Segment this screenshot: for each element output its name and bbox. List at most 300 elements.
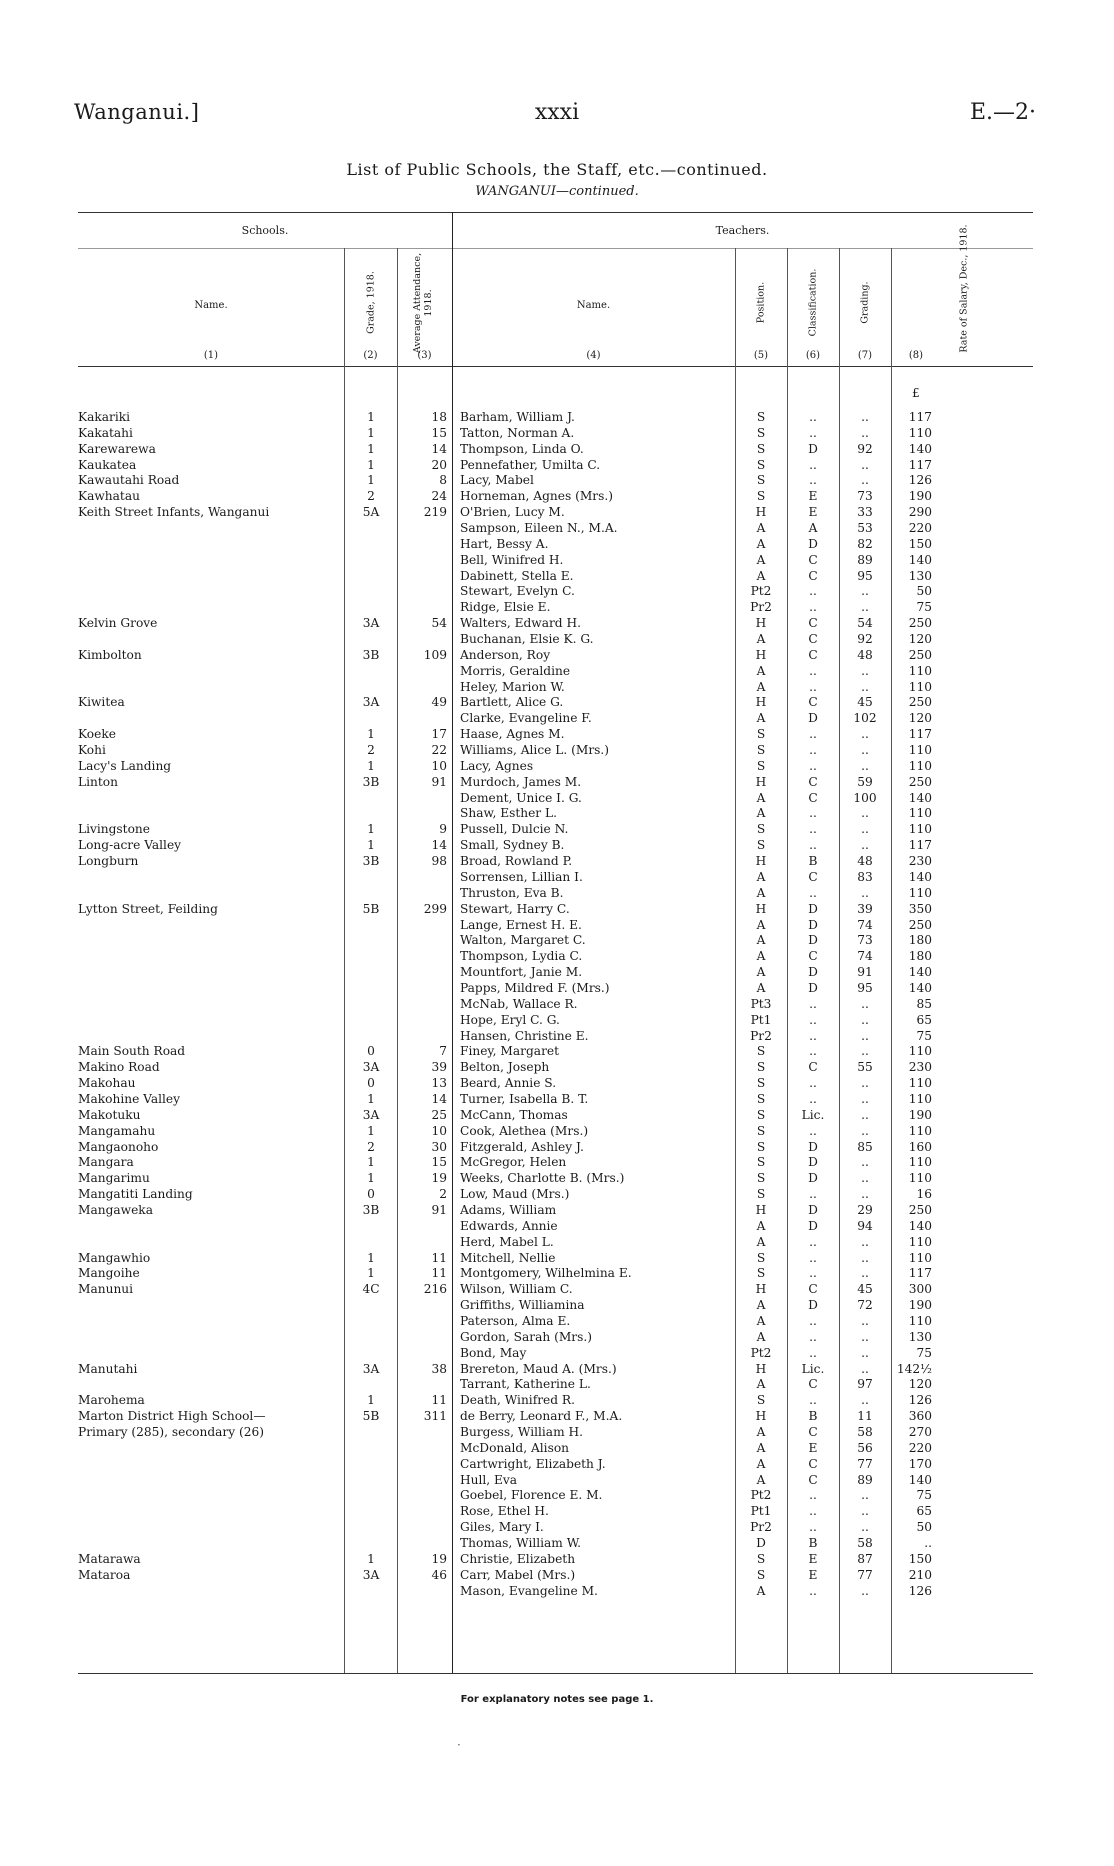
teacher-name: Tatton, Norman A. bbox=[460, 425, 575, 440]
teacher-position: S bbox=[756, 822, 766, 837]
teacher-salary: 16 bbox=[916, 1187, 932, 1202]
teacher-name: Pussell, Dulcie N. bbox=[460, 822, 569, 837]
teacher-position: S bbox=[756, 441, 766, 456]
teacher-classification: .. bbox=[809, 1012, 817, 1027]
school-attendance: 49 bbox=[431, 695, 447, 710]
teacher-grading: .. bbox=[861, 1488, 869, 1503]
table-row bbox=[0, 1060, 1114, 1076]
teacher-position: S bbox=[756, 473, 766, 488]
teacher-position: S bbox=[756, 489, 766, 504]
teacher-classification: .. bbox=[809, 1504, 817, 1519]
teacher-name: Lange, Ernest H. E. bbox=[460, 917, 582, 932]
school-attendance: 30 bbox=[431, 1139, 447, 1154]
teacher-classification: E bbox=[808, 489, 818, 504]
teacher-salary: 140 bbox=[908, 980, 932, 995]
col-position: Position. bbox=[755, 281, 767, 324]
table-row bbox=[0, 1520, 1114, 1536]
school-grade: 3A bbox=[362, 1361, 380, 1376]
col-number: (2) bbox=[363, 350, 378, 361]
teacher-name: Sampson, Eileen N., M.A. bbox=[460, 521, 618, 536]
teacher-salary: 110 bbox=[908, 1313, 932, 1328]
teacher-name: Carr, Mabel (Mrs.) bbox=[460, 1567, 576, 1582]
teacher-salary: 150 bbox=[908, 536, 932, 551]
teacher-classification: C bbox=[808, 869, 818, 884]
teacher-position: S bbox=[756, 1123, 766, 1138]
teacher-salary: 110 bbox=[908, 1250, 932, 1265]
school-attendance: 11 bbox=[431, 1250, 447, 1265]
teacher-classification: .. bbox=[809, 806, 817, 821]
teacher-classification: .. bbox=[809, 758, 817, 773]
teacher-classification: .. bbox=[809, 1187, 817, 1202]
table-row bbox=[0, 1584, 1114, 1600]
school-attendance: 2 bbox=[439, 1187, 447, 1202]
col-number: (3) bbox=[417, 350, 432, 361]
teacher-classification: .. bbox=[809, 473, 817, 488]
table-row bbox=[0, 1488, 1114, 1504]
teacher-salary: 250 bbox=[908, 1202, 932, 1217]
school-attendance: 20 bbox=[431, 457, 447, 472]
rule-top bbox=[78, 212, 1033, 213]
teacher-grading: .. bbox=[861, 743, 869, 758]
table-row bbox=[0, 1377, 1114, 1393]
school-grade: 3A bbox=[362, 1567, 380, 1582]
teacher-salary: 75 bbox=[916, 1345, 932, 1360]
table-row bbox=[0, 1504, 1114, 1520]
teacher-position: A bbox=[756, 1218, 766, 1233]
teacher-position: A bbox=[756, 1425, 766, 1439]
col-number: (7) bbox=[857, 350, 873, 361]
table-row bbox=[0, 759, 1114, 775]
teacher-position: S bbox=[756, 1076, 766, 1091]
table-row bbox=[0, 1473, 1114, 1489]
teacher-salary: 50 bbox=[916, 584, 932, 599]
teacher-position: S bbox=[756, 1551, 766, 1566]
table-row bbox=[0, 600, 1114, 616]
teacher-classification: D bbox=[808, 965, 818, 980]
teacher-salary: 117 bbox=[908, 410, 932, 424]
school-name: Kaukatea bbox=[78, 457, 137, 472]
teacher-salary: 160 bbox=[908, 1139, 932, 1154]
school-name: Livingstone bbox=[78, 822, 150, 837]
table-subtitle: WANGANUI—continued. bbox=[475, 184, 639, 199]
teacher-salary: 250 bbox=[908, 647, 932, 662]
school-name: Marohema bbox=[78, 1393, 145, 1408]
school-grade: 1 bbox=[367, 1091, 375, 1106]
school-grade: 1 bbox=[367, 1393, 375, 1408]
teacher-salary: 110 bbox=[908, 822, 932, 837]
col-number: (4) bbox=[586, 350, 601, 361]
school-name: Kelvin Grove bbox=[78, 616, 158, 631]
teacher-position: S bbox=[756, 1266, 766, 1281]
teacher-grading: 83 bbox=[857, 869, 873, 884]
teacher-classification: E bbox=[808, 1551, 818, 1566]
teacher-position: S bbox=[756, 743, 766, 758]
school-name: Primary (285), secondary (26) bbox=[78, 1425, 265, 1439]
teacher-position: S bbox=[756, 457, 766, 472]
school-grade: 5A bbox=[362, 505, 380, 520]
teacher-salary: 250 bbox=[908, 917, 932, 932]
teacher-salary: 110 bbox=[908, 663, 932, 678]
col-number: (8) bbox=[908, 350, 924, 361]
school-name: Longburn bbox=[78, 854, 139, 869]
table-title: List of Public Schools, the Staff, etc.—continued. bbox=[346, 160, 768, 179]
teacher-grading: 11 bbox=[857, 1409, 873, 1424]
school-name: Manutahi bbox=[78, 1361, 138, 1376]
teacher-grading: .. bbox=[861, 1520, 869, 1535]
teacher-position: A bbox=[756, 1298, 766, 1313]
teacher-classification: C bbox=[808, 568, 818, 583]
teacher-position: H bbox=[755, 854, 767, 869]
page-number: xxxi bbox=[534, 100, 580, 125]
teacher-classification: E bbox=[808, 1440, 818, 1455]
teacher-position: A bbox=[756, 1329, 766, 1344]
teacher-name: Tarrant, Katherine L. bbox=[460, 1377, 591, 1392]
school-grade: 3A bbox=[362, 616, 380, 631]
teacher-name: Low, Maud (Mrs.) bbox=[460, 1187, 570, 1202]
teacher-classification: C bbox=[808, 1377, 818, 1392]
school-attendance: 91 bbox=[431, 774, 447, 789]
table-row bbox=[0, 1235, 1114, 1251]
teacher-classification: C bbox=[808, 774, 818, 789]
teacher-classification: .. bbox=[809, 1123, 817, 1138]
teacher-salary: 220 bbox=[908, 521, 932, 536]
teacher-position: A bbox=[756, 917, 766, 932]
teacher-classification: .. bbox=[809, 1266, 817, 1281]
teacher-salary: 250 bbox=[908, 695, 932, 710]
school-grade: 1 bbox=[367, 1250, 375, 1265]
school-grade: 0 bbox=[367, 1076, 375, 1091]
teacher-position: S bbox=[756, 425, 766, 440]
teacher-position: A bbox=[756, 949, 766, 964]
teacher-classification: Lic. bbox=[801, 1361, 825, 1376]
teacher-classification: .. bbox=[809, 410, 817, 424]
teacher-name: Stewart, Evelyn C. bbox=[460, 584, 575, 599]
table-row bbox=[0, 1124, 1114, 1140]
teacher-salary: 170 bbox=[908, 1456, 932, 1471]
teacher-classification: D bbox=[808, 1171, 818, 1186]
table-row bbox=[0, 854, 1114, 870]
col-number: (6) bbox=[805, 350, 821, 361]
col-grade: Grade, 1918. bbox=[365, 271, 377, 334]
teacher-name: McGregor, Helen bbox=[460, 1155, 567, 1170]
teacher-position: S bbox=[756, 727, 766, 742]
teacher-classification: .. bbox=[809, 838, 817, 853]
teacher-position: H bbox=[755, 647, 767, 662]
teacher-classification: C bbox=[808, 695, 818, 710]
teacher-position: S bbox=[756, 1107, 766, 1122]
teacher-salary: 300 bbox=[908, 1282, 932, 1297]
teacher-grading: 85 bbox=[857, 1139, 873, 1154]
col-salary: Rate of Salary, Dec., 1918. bbox=[958, 224, 970, 353]
teacher-grading: .. bbox=[861, 727, 869, 742]
teacher-position: A bbox=[756, 869, 766, 884]
teacher-name: Small, Sydney B. bbox=[460, 838, 565, 853]
teacher-grading: .. bbox=[861, 1028, 869, 1043]
teacher-name: Dement, Unice I. G. bbox=[460, 790, 582, 805]
teacher-salary: 110 bbox=[908, 1171, 932, 1186]
teacher-salary: 110 bbox=[908, 806, 932, 821]
teacher-name: Papps, Mildred F. (Mrs.) bbox=[460, 980, 610, 995]
teacher-classification: .. bbox=[809, 425, 817, 440]
school-grade: 3A bbox=[362, 1107, 380, 1122]
teacher-name: Griffiths, Williamina bbox=[460, 1298, 585, 1313]
school-grade: 1 bbox=[367, 1123, 375, 1138]
teacher-grading: .. bbox=[861, 1091, 869, 1106]
school-grade: 1 bbox=[367, 410, 375, 424]
teacher-grading: .. bbox=[861, 1329, 869, 1344]
school-grade: 1 bbox=[367, 441, 375, 456]
teacher-grading: 33 bbox=[857, 505, 873, 520]
school-attendance: 15 bbox=[431, 1155, 447, 1170]
school-grade: 1 bbox=[367, 1171, 375, 1186]
teacher-salary: 120 bbox=[908, 711, 932, 726]
teacher-salary: 140 bbox=[908, 441, 932, 456]
teacher-position: Pr2 bbox=[750, 1520, 772, 1535]
teacher-position: H bbox=[755, 1361, 767, 1376]
school-attendance: 98 bbox=[431, 854, 447, 869]
table-row bbox=[0, 648, 1114, 664]
teacher-classification: C bbox=[808, 647, 818, 662]
teacher-position: A bbox=[756, 790, 766, 805]
teacher-classification: .. bbox=[809, 1250, 817, 1265]
table-row bbox=[0, 1362, 1114, 1378]
teacher-grading: 29 bbox=[857, 1202, 873, 1217]
teacher-grading: 77 bbox=[857, 1567, 873, 1582]
school-name: Mangaweka bbox=[78, 1202, 153, 1217]
school-attendance: 311 bbox=[423, 1409, 447, 1424]
teacher-salary: 50 bbox=[916, 1520, 932, 1535]
teacher-name: Belton, Joseph bbox=[460, 1060, 550, 1075]
table-row bbox=[0, 1393, 1114, 1409]
teacher-name: Death, Winifred R. bbox=[460, 1393, 575, 1408]
teacher-grading: 74 bbox=[857, 949, 873, 964]
teacher-classification: .. bbox=[809, 822, 817, 837]
school-attendance: 54 bbox=[431, 616, 447, 631]
teacher-salary: 110 bbox=[908, 1234, 932, 1249]
school-name: Linton bbox=[78, 774, 118, 789]
school-name: Mangamahu bbox=[78, 1123, 156, 1138]
table-row bbox=[0, 695, 1114, 711]
teacher-grading: .. bbox=[861, 1123, 869, 1138]
teacher-grading: .. bbox=[861, 996, 869, 1011]
running-head-left: Wanganui.] bbox=[74, 100, 200, 124]
school-name: Mangawhio bbox=[78, 1250, 151, 1265]
school-attendance: 299 bbox=[423, 901, 447, 916]
teacher-grading: 72 bbox=[857, 1298, 873, 1313]
school-grade: 3B bbox=[362, 774, 380, 789]
teacher-position: H bbox=[755, 1409, 767, 1424]
teacher-grading: .. bbox=[861, 838, 869, 853]
table-row bbox=[0, 1552, 1114, 1568]
school-attendance: 13 bbox=[431, 1076, 447, 1091]
teacher-classification: .. bbox=[809, 600, 817, 615]
school-name: Koeke bbox=[78, 727, 116, 742]
teacher-grading: 95 bbox=[857, 980, 873, 995]
teacher-salary: 65 bbox=[916, 1504, 932, 1519]
teacher-grading: .. bbox=[861, 1044, 869, 1059]
teacher-salary: 140 bbox=[908, 552, 932, 567]
teacher-grading: 94 bbox=[857, 1218, 873, 1233]
table-row bbox=[0, 1203, 1114, 1219]
school-grade: 3A bbox=[362, 1060, 380, 1075]
teacher-classification: .. bbox=[809, 727, 817, 742]
teacher-salary: 75 bbox=[916, 1028, 932, 1043]
teacher-grading: .. bbox=[861, 1171, 869, 1186]
teacher-salary: .. bbox=[924, 1536, 932, 1551]
teacher-classification: A bbox=[808, 521, 818, 536]
teacher-grading: .. bbox=[861, 1393, 869, 1408]
teacher-classification: C bbox=[808, 632, 818, 647]
teacher-name: Wilson, William C. bbox=[460, 1282, 573, 1297]
teacher-classification: C bbox=[808, 949, 818, 964]
teacher-salary: 220 bbox=[908, 1440, 932, 1455]
table-row bbox=[0, 442, 1114, 458]
teacher-classification: D bbox=[808, 441, 818, 456]
teacher-grading: 82 bbox=[857, 536, 873, 551]
teacher-classification: .. bbox=[809, 1028, 817, 1043]
school-attendance: 10 bbox=[431, 758, 447, 773]
school-name: Mangarimu bbox=[78, 1171, 150, 1186]
table-row bbox=[0, 1044, 1114, 1060]
teacher-name: Christie, Elizabeth bbox=[460, 1551, 576, 1566]
teacher-position: A bbox=[756, 1583, 766, 1598]
teacher-position: Pt2 bbox=[750, 1345, 772, 1360]
table-row bbox=[0, 949, 1114, 965]
teacher-salary: 110 bbox=[908, 743, 932, 758]
teacher-name: Barham, William J. bbox=[460, 410, 575, 424]
table-row bbox=[0, 775, 1114, 791]
table-row bbox=[0, 1441, 1114, 1457]
school-attendance: 22 bbox=[431, 743, 447, 758]
table-row bbox=[0, 458, 1114, 474]
table-row bbox=[0, 616, 1114, 632]
school-name: Marton District High School— bbox=[78, 1409, 266, 1424]
table-row bbox=[0, 981, 1114, 997]
teacher-salary: 110 bbox=[908, 1076, 932, 1091]
teacher-grading: .. bbox=[861, 410, 869, 424]
teacher-grading: 89 bbox=[857, 552, 873, 567]
table-row bbox=[0, 537, 1114, 553]
school-attendance: 38 bbox=[431, 1361, 447, 1376]
teacher-grading: .. bbox=[861, 473, 869, 488]
teacher-grading: 77 bbox=[857, 1456, 873, 1471]
teacher-salary: 126 bbox=[908, 1393, 932, 1408]
table-row bbox=[0, 505, 1114, 521]
teacher-classification: .. bbox=[809, 1583, 817, 1598]
school-name: Karewarewa bbox=[78, 441, 156, 456]
table-row bbox=[0, 1409, 1114, 1425]
teacher-grading: 45 bbox=[857, 695, 873, 710]
school-name: Kawhatau bbox=[78, 489, 140, 504]
table-row bbox=[0, 743, 1114, 759]
teacher-name: Giles, Mary I. bbox=[460, 1520, 544, 1535]
teacher-name: Goebel, Florence E. M. bbox=[460, 1488, 603, 1503]
teacher-salary: 110 bbox=[908, 1091, 932, 1106]
school-grade: 3B bbox=[362, 854, 380, 869]
teacher-position: A bbox=[756, 1377, 766, 1392]
teacher-grading: .. bbox=[861, 1583, 869, 1598]
teacher-name: Bartlett, Alice G. bbox=[460, 695, 564, 710]
teacher-grading: .. bbox=[861, 1234, 869, 1249]
teacher-position: A bbox=[756, 1313, 766, 1328]
school-name: Kawautahi Road bbox=[78, 473, 180, 488]
teacher-grading: 53 bbox=[857, 521, 873, 536]
teacher-grading: .. bbox=[861, 822, 869, 837]
teacher-name: O'Brien, Lucy M. bbox=[460, 505, 565, 520]
teacher-name: Williams, Alice L. (Mrs.) bbox=[460, 743, 610, 758]
teacher-name: Herd, Mabel L. bbox=[460, 1234, 554, 1249]
table-row bbox=[0, 680, 1114, 696]
teacher-salary: 110 bbox=[908, 885, 932, 900]
table-row bbox=[0, 727, 1114, 743]
school-attendance: 14 bbox=[431, 1091, 447, 1106]
teacher-position: S bbox=[756, 1250, 766, 1265]
school-attendance: 24 bbox=[431, 489, 447, 504]
table-row bbox=[0, 473, 1114, 489]
teacher-grading: 45 bbox=[857, 1282, 873, 1297]
teacher-classification: .. bbox=[809, 584, 817, 599]
teacher-position: H bbox=[755, 505, 767, 520]
teacher-classification: C bbox=[808, 1282, 818, 1297]
table-row bbox=[0, 410, 1114, 426]
table-row bbox=[0, 632, 1114, 648]
teacher-grading: 89 bbox=[857, 1472, 873, 1487]
teacher-salary: 190 bbox=[908, 1107, 932, 1122]
teacher-salary: 120 bbox=[908, 632, 932, 647]
rule-bottom bbox=[78, 1673, 1033, 1674]
teacher-classification: C bbox=[808, 1456, 818, 1471]
teacher-classification: D bbox=[808, 933, 818, 948]
school-grade: 1 bbox=[367, 758, 375, 773]
teacher-name: Lacy, Mabel bbox=[460, 473, 534, 488]
teacher-position: A bbox=[756, 980, 766, 995]
school-name: Matarawa bbox=[78, 1551, 141, 1566]
table-row bbox=[0, 1187, 1114, 1203]
teacher-name: Walton, Margaret C. bbox=[460, 933, 586, 948]
teacher-classification: D bbox=[808, 536, 818, 551]
running-head-right: E.—2· bbox=[969, 100, 1036, 125]
teacher-grading: .. bbox=[861, 679, 869, 694]
teacher-name: de Berry, Leonard F., M.A. bbox=[460, 1409, 623, 1424]
school-attendance: 14 bbox=[431, 441, 447, 456]
school-grade: 5B bbox=[362, 1409, 380, 1424]
teacher-name: Heley, Marion W. bbox=[460, 679, 565, 694]
table-row bbox=[0, 965, 1114, 981]
teacher-grading: .. bbox=[861, 1266, 869, 1281]
teacher-grading: .. bbox=[861, 1076, 869, 1091]
teacher-salary: 110 bbox=[908, 1044, 932, 1059]
teacher-position: A bbox=[756, 885, 766, 900]
table-row bbox=[0, 1171, 1114, 1187]
teacher-name: Bell, Winifred H. bbox=[460, 552, 564, 567]
table-row bbox=[0, 664, 1114, 680]
teacher-classification: .. bbox=[809, 1076, 817, 1091]
teacher-salary: 120 bbox=[908, 1377, 932, 1392]
teacher-classification: .. bbox=[809, 1313, 817, 1328]
table-row bbox=[0, 1029, 1114, 1045]
teacher-classification: D bbox=[808, 1298, 818, 1313]
rule-header-bottom bbox=[78, 366, 1033, 367]
table-row bbox=[0, 1140, 1114, 1156]
teacher-classification: C bbox=[808, 790, 818, 805]
school-name: Manunui bbox=[78, 1282, 134, 1297]
school-grade: 4C bbox=[362, 1282, 380, 1297]
teacher-classification: .. bbox=[809, 1488, 817, 1503]
teacher-name: Brereton, Maud A. (Mrs.) bbox=[460, 1361, 617, 1376]
teacher-position: H bbox=[755, 901, 767, 916]
teacher-grading: .. bbox=[861, 600, 869, 615]
school-name: Mangara bbox=[78, 1155, 134, 1170]
